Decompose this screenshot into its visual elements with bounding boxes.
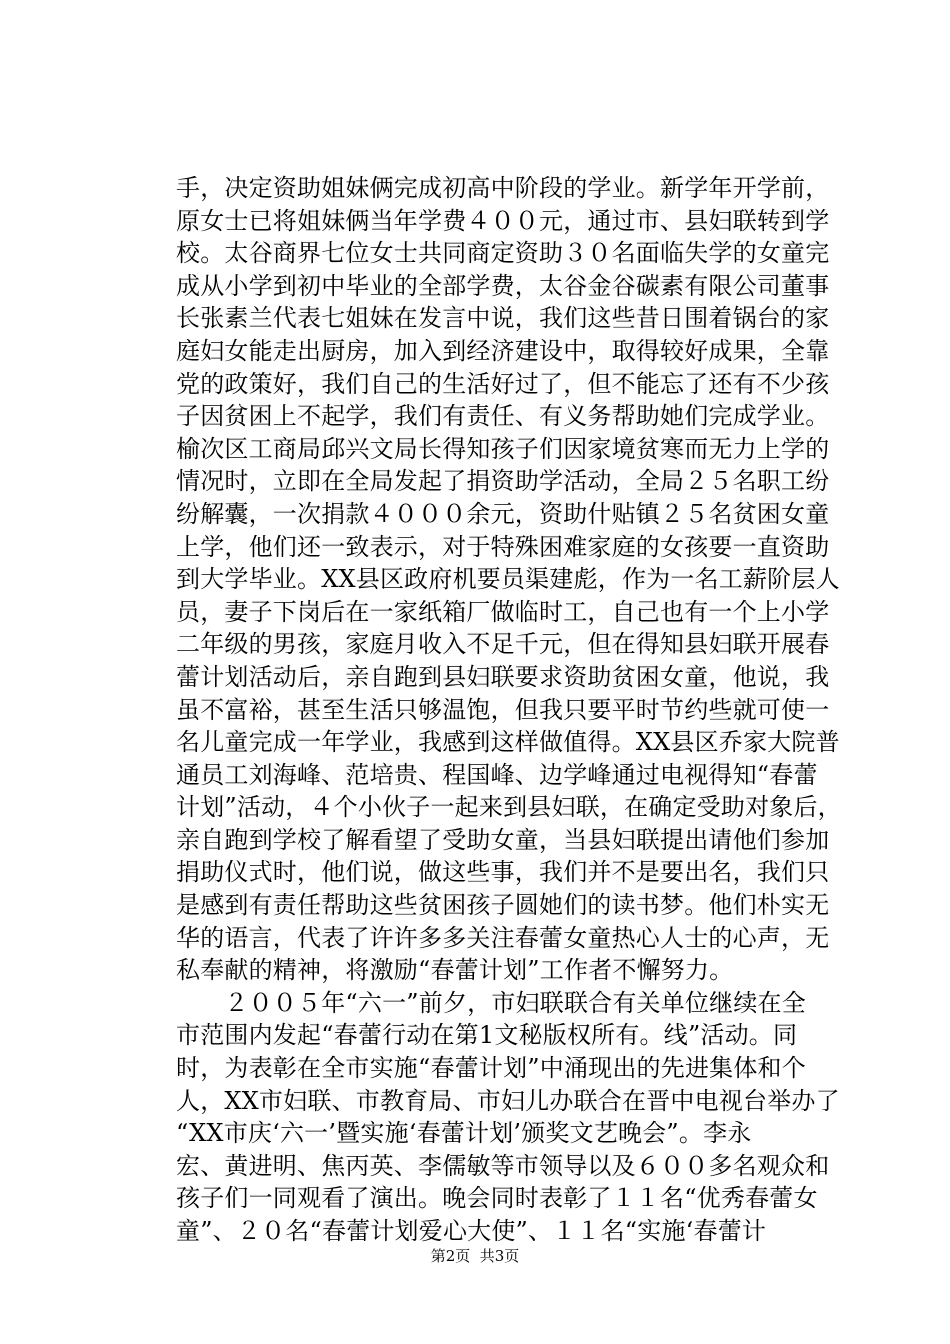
text-line: 上学，他们还一致表示，对于特殊困难家庭的女孩要一直资助	[176, 532, 830, 561]
text-line: 私奉献的精神，将激励“春蕾计划”工作者不懈努力。	[176, 956, 734, 985]
text-line: 长张素兰代表七姐妹在发言中说，我们这些昔日围着锅台的家	[176, 304, 830, 333]
text-line: 虽不富裕，甚至生活只够温饱，但我只要平时节约些就可使一	[176, 695, 830, 724]
text-line: 原女士已将姐妹俩当年学费４００元，通过市、县妇联转到学	[176, 206, 830, 235]
text-line: 亲自跑到学校了解看望了受助女童，当县妇联提出请他们参加	[176, 825, 830, 854]
text-line: 计划”活动，４个小伙子一起来到县妇联，在确定受助对象后，	[176, 793, 842, 822]
text-line: 榆次区工商局邱兴文局长得知孩子们因家境贫寒而无力上学的	[176, 434, 830, 463]
text-line: 名儿童完成一年学业，我感到这样做值得。XX县区乔家大院普	[176, 728, 840, 757]
text-line: 捐助仪式时，他们说，做这些事，我们并不是要出名，我们只	[176, 858, 830, 887]
body-text	[176, 172, 842, 1248]
text-line: 是感到有责任帮助这些贫困孩子圆她们的读书梦。他们朴实无	[176, 891, 830, 920]
text-line: 庭妇女能走出厨房，加入到经济建设中，取得较好成果，全靠	[176, 336, 830, 365]
text-line: 蕾计划活动后，亲自跑到县妇联要求资助贫困女童，他说，我	[176, 662, 830, 691]
text-line: 成从小学到初中毕业的全部学费，太谷金谷碳素有限公司董事	[176, 271, 830, 300]
text-line: “XX市庆‘六一’暨实施‘春蕾计划’颁奖文艺晚会”。李永	[176, 1119, 752, 1148]
text-line: 人，XX市妇联、市教育局、市妇儿办联合在晋中电视台举办了	[176, 1086, 840, 1115]
text-line: 童”、２０名“春蕾计划爱心大使”、１１名“实施‘春蕾计	[176, 1217, 767, 1245]
text-line: 手，决定资助姐妹俩完成初高中阶段的学业。新学年开学前，	[176, 174, 830, 202]
text-line: 到大学毕业。XX县区政府机要员渠建彪，作为一名工薪阶层人	[176, 565, 840, 594]
page-number-footer: 第2页 共3页	[430, 1247, 520, 1265]
text-line: 二年级的男孩，家庭月收入不足千元，但在得知县妇联开展春	[176, 630, 830, 659]
text-line: 时，为表彰在全市实施“春蕾计划”中涌现出的先进集体和个	[176, 1054, 806, 1083]
text-line: 通员工刘海峰、范培贵、程国峰、边学峰通过电视得知“春蕾	[176, 760, 818, 789]
text-line: 情况时，立即在全局发起了捐资助学活动，全局２５名职工纷	[176, 467, 830, 496]
text-line: 纷解囊，一次捐款４０００余元，资助什贴镇２５名贫困女童	[176, 499, 830, 528]
text-line: 市范围内发起“春蕾行动在第1文秘版权所有。线”活动。同	[176, 1021, 798, 1050]
text-line: ２００５年“六一”前夕，市妇联联合有关单位继续在全	[176, 988, 806, 1017]
text-line: 校。太谷商界七位女士共同商定资助３０名面临失学的女童完	[176, 239, 830, 268]
text-line: 党的政策好，我们自己的生活好过了，但不能忘了还有不少孩	[176, 369, 830, 398]
text-line: 子因贫困上不起学，我们有责任、有义务帮助她们完成学业。	[176, 402, 830, 431]
text-line: 孩子们一同观看了演出。晚会同时表彰了１１名“优秀春蕾女	[176, 1184, 818, 1213]
text-line: 华的语言，代表了许许多多关注春蕾女童热心人士的心声，无	[176, 923, 830, 952]
text-line: 员，妻子下岗后在一家纸箱厂做临时工，自己也有一个上小学	[176, 597, 830, 626]
text-line: 宏、黄进明、焦丙英、李儒敏等市领导以及６００多名观众和	[176, 1151, 830, 1180]
